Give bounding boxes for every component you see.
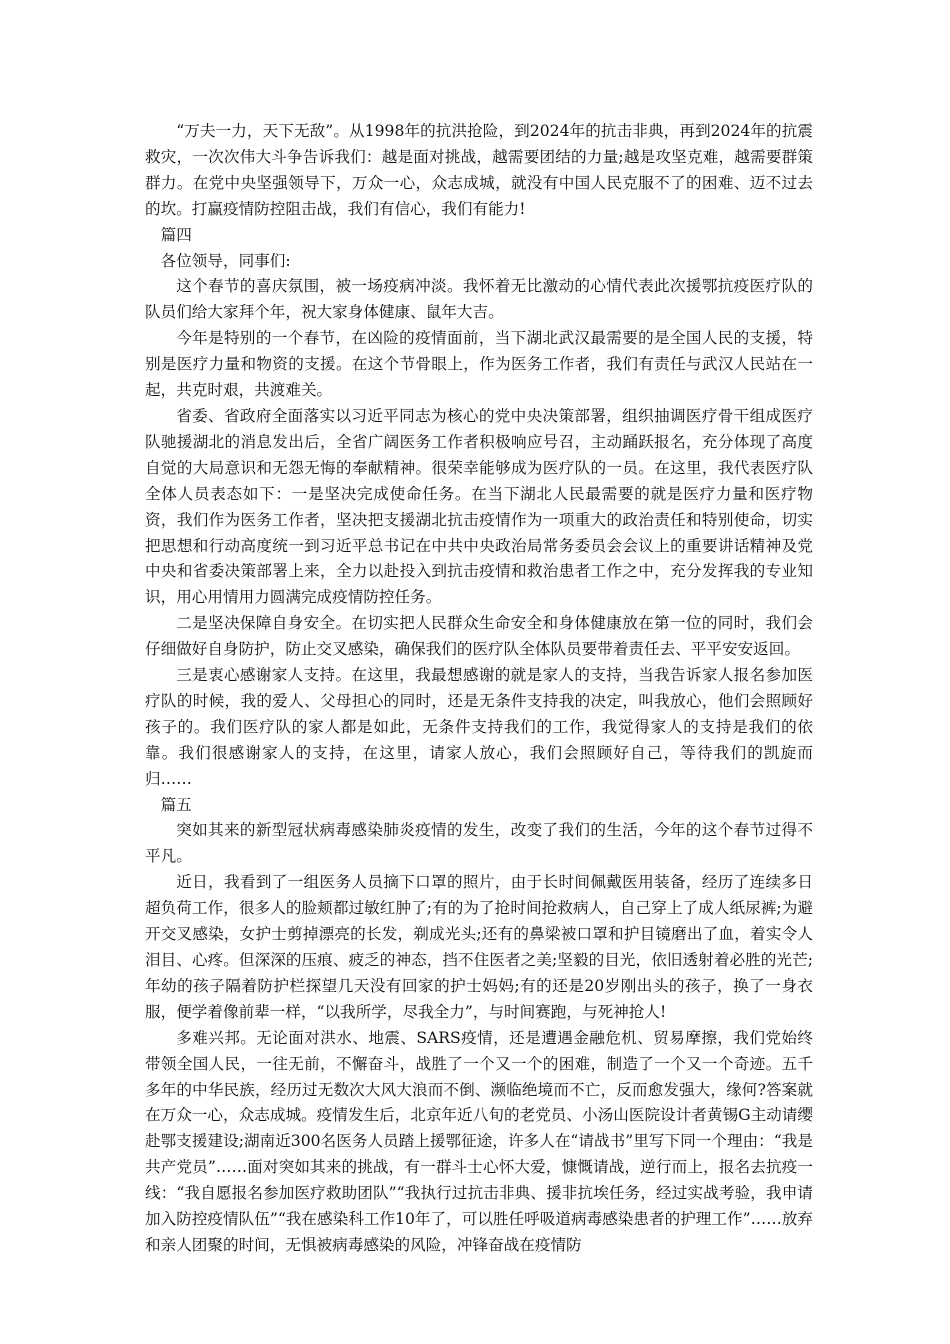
paragraph: 多难兴邦。无论面对洪水、地震、SARS疫情，还是遭遇金融危机、贸易摩擦，我们党始终带领全国人民，一往无前，不懈奋斗，战胜了一个又一个的困难，制造了一个又一个奇迹。五千多年的中华民族，经历过无数次大风大浪而不倒、濒临绝境而不亡，反而愈发强大，缘何?答案就在万众一心，众志成城。疫情发生后，北京年近八旬的老党员、小汤山医院设计者黄锡G主动请缨赴鄂支援建设;湖南近300名医务人员踏上援鄂征途，许多人在“请战书”里写下同一个理由：“我是共产党员”……面对突如其来的挑战，有一群斗士心怀大爱，慷慨请战，逆行而上，报名去抗疫一线：“我自愿报名参加医疗救助团队”“我执行过抗击非典、援非抗埃任务，经过实战考验，我申请加入防控疫情队伍”“我在感染科工作10年了，可以胜任呼吸道病毒感染患者的护理工作”……放弃和亲人团聚的时间，无惧被病毒感染的风险，冲锋奋战在疫情防: [145, 1028, 813, 1254]
section-heading-5: 篇五: [160, 795, 192, 814]
salutation: 各位领导，同事们:: [160, 251, 291, 270]
paragraph: 今年是特别的一个春节，在凶险的疫情面前，当下湖北武汉最需要的是全国人民的支援，特别是医疗力量和物资的支援。在这个节骨眼上，作为医务工作者，我们有责任与武汉人民站在一起，共克时艰，共渡难关。: [145, 329, 813, 400]
paragraph: 突如其来的新型冠状病毒感染肺炎疫情的发生，改变了我们的生活，今年的这个春节过得不平凡。: [145, 821, 813, 866]
paragraph: 这个春节的喜庆氛围，被一场疫病冲淡。我怀着无比激动的心情代表此次援鄂抗疫医疗队的队员们给大家拜个年，祝大家身体健康、鼠年大吉。: [145, 277, 813, 322]
paragraph-intro: “万夫一力，天下无敌”。从1998年的抗洪抢险，到2024年的抗击非典，再到2024年的抗震救灾，一次次伟大斗争告诉我们：越是面对挑战，越需要团结的力量;越是攻坚克难，越需要群策群力。在党中央坚强领导下，万众一心，众志成城，就没有中国人民克服不了的困难、迈不过去的坎。打赢疫情防控阻击战，我们有信心，我们有能力!: [145, 122, 813, 218]
document-body: [145, 119, 813, 1259]
paragraph: 三是衷心感谢家人支持。在这里，我最想感谢的就是家人的支持，当我告诉家人报名参加医疗队的时候，我的爱人、父母担心的同时，还是无条件支持我的决定，叫我放心，他们会照顾好孩子的。我们医疗队的家人都是如此，无条件支持我们的工作，我觉得家人的支持是我们的依靠。我们很感谢家人的支持，在这里，请家人放心，我们会照顾好自己，等待我们的凯旋而归……: [145, 666, 813, 788]
paragraph: 二是坚决保障自身安全。在切实把人民群众生命安全和身体健康放在第一位的同时，我们会仔细做好自身防护，防止交叉感染，确保我们的医疗队全体队员要带着责任去、平平安安返回。: [145, 614, 813, 659]
section-heading-4: 篇四: [160, 225, 192, 244]
paragraph: 近日，我看到了一组医务人员摘下口罩的照片，由于长时间佩戴医用装备，经历了连续多日超负荷工作，很多人的脸颊都过敏红肿了;有的为了抢时间抢救病人，自己穿上了成人纸尿裤;为避开交叉感染，女护士剪掉漂亮的长发，剃成光头;还有的鼻梁被口罩和护目镜磨出了血，着实令人泪目、心疼。但深深的压痕、疲乏的神态，挡不住医者之美;坚毅的目光，依旧透射着必胜的光芒;年幼的孩子隔着防护栏探望几天没有回家的护士妈妈;有的还是20岁刚出头的孩子，换了一身衣服，便学着像前辈一样，“以我所学，尽我全力”，与时间赛跑，与死神抢人!: [145, 873, 813, 1021]
paragraph: 省委、省政府全面落实以习近平同志为核心的党中央决策部署，组织抽调医疗骨干组成医疗队驰援湖北的消息发出后，全省广阔医务工作者积极响应号召，主动踊跃报名，充分体现了高度自觉的大局意识和无怨无悔的奉献精神。很荣幸能够成为医疗队的一员。在这里，我代表医疗队全体人员表态如下：一是坚决完成使命任务。在当下湖北人民最需要的就是医疗力量和医疗物资，我们作为医务工作者，坚决把支援湖北抗击疫情作为一项重大的政治责任和特别使命，切实把思想和行动高度统一到习近平总书记在中共中央政治局常务委员会会议上的重要讲话精神及党中央和省委决策部署上来，全力以赴投入到抗击疫情和救治患者工作之中，充分发挥我的专业知识，用心用情用力圆满完成疫情防控任务。: [145, 406, 813, 607]
